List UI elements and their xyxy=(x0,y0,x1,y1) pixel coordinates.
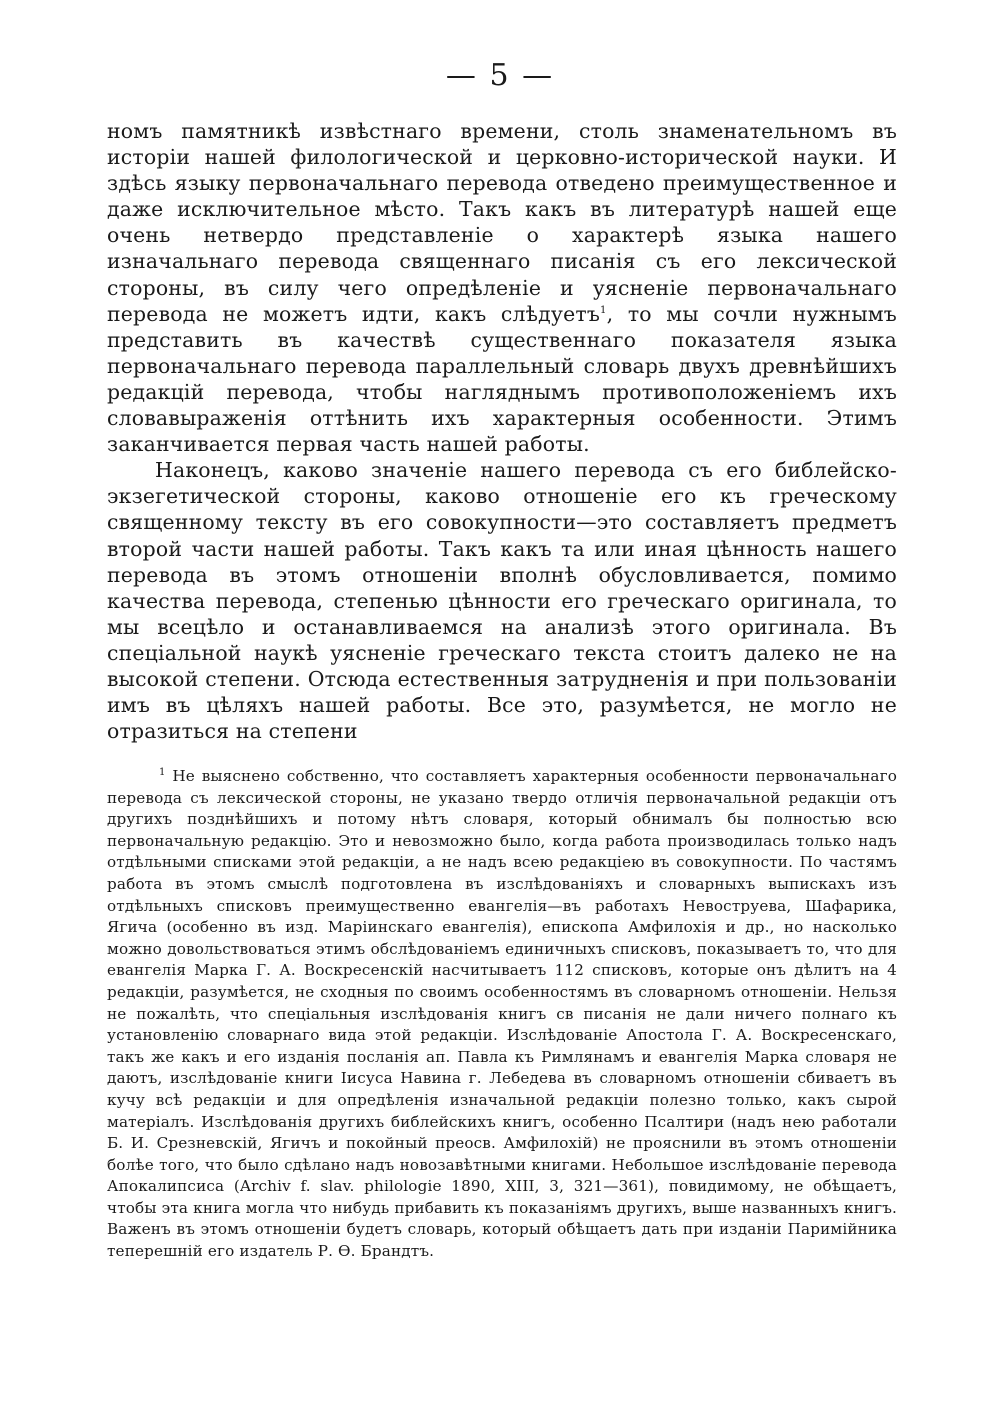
paragraph-1 xyxy=(107,118,897,457)
paragraph-2: Наконецъ, каково значеніе нашего перевода съ его библейско-экзегетической стороны, каково отношеніе его къ греческому священному тексту въ его совокупности—это составляетъ предметъ второй части нашей работы. Такъ какъ та или иная цѣнность нашего перевода въ этомъ отношеніи вполнѣ обусловливается, помимо качества перевода, степенью цѣнности его греческаго оригинала, то мы всецѣло и останавливаемся на анализѣ этого оригинала. Въ спеціальной наукѣ уясненіе греческаго текста стоитъ далеко не на высокой степени. Отсюда естественныя затрудненія и при пользованіи имъ въ цѣляхъ нашей работы. Все это, разумѣется, не могло не отразиться на степени xyxy=(107,458,897,744)
footnote-marker: 1 xyxy=(159,766,166,778)
paragraph-1-text: номъ памятникѣ извѣстнаго времени, столь знаменательномъ въ исторіи нашей филологической и церковно-исторической науки. И здѣсь языку первоначальнаго перевода отведено преимущественное и даже исключительное мѣсто. Такъ какъ въ литературѣ нашей еще очень нетвердо представленіе о характерѣ языка нашего изначальнаго перевода священнаго писанія съ его лексической стороны, въ силу чего опредѣленіе и уясненіе первоначальнаго перевода не можетъ идти, какъ слѣдуетъ xyxy=(107,119,897,326)
main-text xyxy=(107,118,897,744)
footnote-reference[interactable]: 1 xyxy=(600,304,607,316)
page-number: — 5 — xyxy=(445,58,555,93)
footnote-text: Не выяснено собственно, что составляетъ характерныя особенности первоначальнаго перевода съ лексической стороны, не указано твердо отличія первоначальной редакціи отъ другихъ позднѣйшихъ и потому нѣтъ словаря, который обнималъ бы полностью всю первоначальную редакцію. Это и невозможно было, когда работа производилась только надъ отдѣльными списками этой редакціи, а не надъ всею редакціею въ совокупности. По частямъ работа въ этомъ смыслѣ подготовлена въ изслѣдованіяхъ и словарныхъ выпискахъ изъ отдѣльныхъ списковъ преимущественно евангелія—въ работахъ Невоструева, Шафарика, Ягича (особенно въ изд. Маріинскаго евангелія), епископа Амфилохія и др., но насколько можно довольствоваться этимъ обслѣдованіемъ единичныхъ списковъ, показываетъ то, что для евангелія Марка Г. А. Воскресенскій насчитываетъ 112 списковъ, которые онъ дѣлитъ на 4 редакціи, разумѣется, не сходныя по своимъ особенностямъ въ словарномъ отношеніи. Нельзя не пожалѣть, что спеціальныя изслѣдованія книгъ св писанія не дали ничего полнаго къ установленію словарнаго вида этой редакціи. Изслѣдованіе Апостола Г. А. Воскресенскаго, такъ же какъ и его изданія посланія ап. Павла къ Римлянамъ и евангелія Марка словаря не даютъ, изслѣдованіе книги Іисуса Навина г. Лебедева въ словарномъ отношеніи сбиваетъ въ кучу всѣ редакціи и для опредѣленія изначальной редакціи полезно только, какъ сырой матеріалъ. Изслѣдованія другихъ библейскихъ книгъ, особенно Псалтири (надъ нею работали Б. И. Срезневскій, Ягичъ и покойный преосв. Амфилохій) не прояснили въ этомъ отношеніи болѣе того, что было сдѣлано надъ новозавѣтными книгами. Небольшое изслѣдованіе перевода Апокалипсиса (Archiv f. slav. philologie 1890, XIII, 3, 321—361), повидимому, не обѣщаетъ, чтобы эта книга могла что нибудь прибавить къ показаніямъ другихъ, выше названныхъ книгъ. Важенъ въ этомъ отношеніи будетъ словарь, который обѣщаетъ дать при изданіи Паримійника теперешній его издатель Р. Ѳ. Брандтъ. xyxy=(107,767,897,1261)
footnote-paragraph xyxy=(107,766,897,1263)
footnote xyxy=(107,766,897,1263)
paragraph-1-continuation: , то мы сочли нужнымъ представить въ качествѣ существеннаго показателя языка первоначальнаго перевода параллельный словарь двухъ древнѣйшихъ редакцій перевода, чтобы нагляднымъ противоположеніемъ ихъ словавыраженія оттѣнить ихъ характерныя особенности. Этимъ заканчивается первая часть нашей работы. xyxy=(107,301,897,457)
